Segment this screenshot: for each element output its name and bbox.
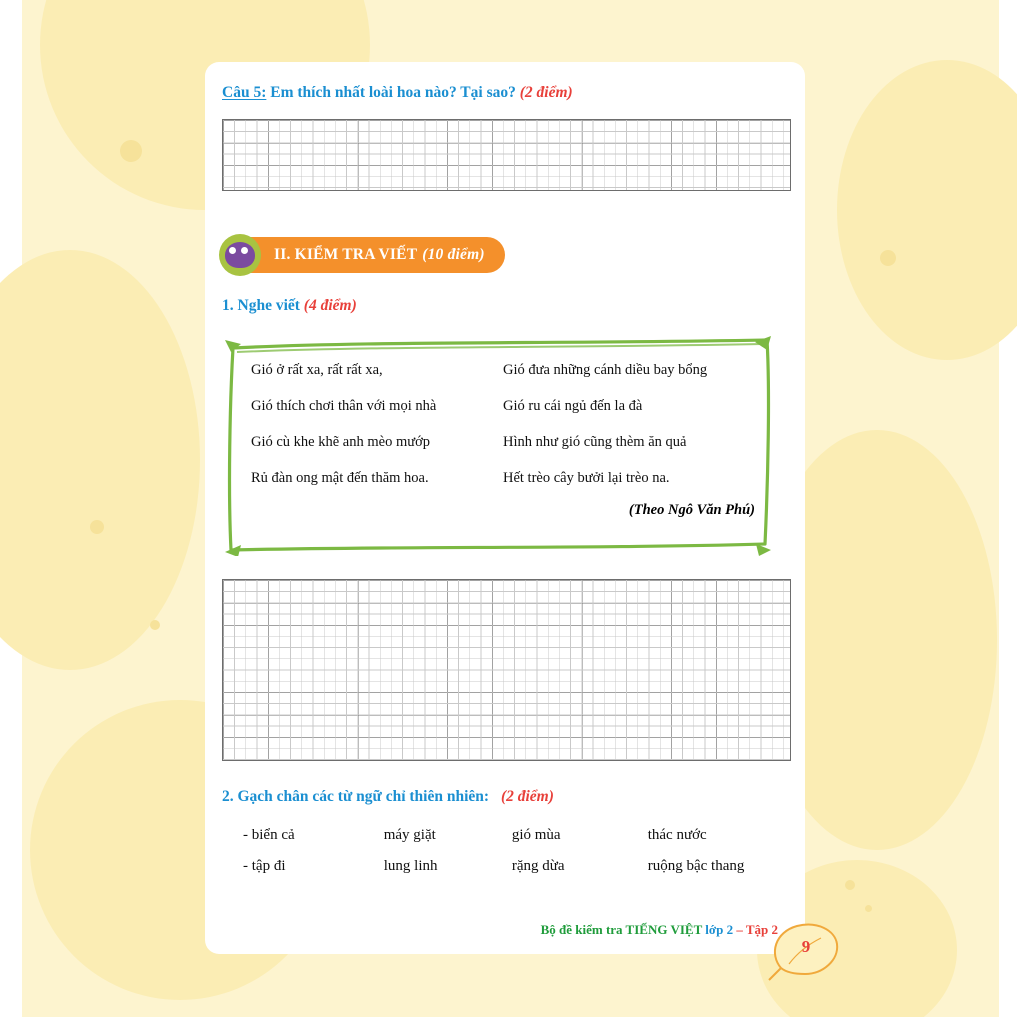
poem-line: Gió ru cái ngủ đến la đà (503, 398, 643, 414)
word-item[interactable]: - tập đi (243, 858, 286, 874)
footer-title (541, 922, 778, 938)
page-footer (205, 914, 805, 954)
poem-line: Gió đưa những cánh diều bay bổng (503, 362, 708, 378)
part-1-heading (222, 297, 357, 315)
background-dot (120, 140, 142, 162)
part-2-score: (2 điểm) (500, 788, 554, 805)
part-1-score: (4 điểm) (303, 297, 357, 314)
question-5-heading (222, 84, 573, 102)
poem-column-right (503, 352, 763, 496)
poem-line: Hết trèo cây bưởi lại trèo na. (503, 470, 670, 486)
poem-line: Hình như gió cũng thèm ăn quả (503, 434, 687, 450)
background-dot (865, 905, 872, 912)
elephant-icon (219, 234, 261, 276)
word-item[interactable]: rặng dừa (511, 858, 565, 874)
background-dot (880, 250, 896, 266)
word-item[interactable]: máy giặt (383, 827, 436, 843)
background-dot (90, 520, 104, 534)
background-blob (0, 250, 200, 670)
poem-frame (219, 330, 779, 556)
word-item[interactable]: gió mùa (511, 827, 561, 843)
poem-line: Rủ đàn ong mật đến thăm hoa. (251, 470, 429, 486)
part-1-title: 1. Nghe viết (222, 297, 300, 314)
poem-author: (Theo Ngô Văn Phú) (628, 502, 755, 518)
part-2-title: 2. Gạch chân các từ ngữ chỉ thiên nhiên: (222, 788, 490, 805)
poem-body (241, 352, 761, 534)
background-dot (845, 880, 855, 890)
footer-title-part3: – Tập 2 (736, 922, 778, 937)
section-2-banner (222, 237, 505, 273)
question-5-prompt: Em thích nhất loài hoa nào? Tại sao? (270, 84, 516, 101)
background-dot (150, 620, 160, 630)
dictation-grid[interactable] (222, 579, 791, 761)
word-item[interactable]: thác nước (647, 827, 707, 843)
footer-title-part2: lớp 2 (705, 922, 734, 937)
part-2-heading (222, 788, 554, 806)
answer-grid-question-5[interactable] (222, 119, 791, 191)
page-number-badge (765, 920, 845, 982)
word-list (243, 820, 803, 882)
section-2-score: (10 điểm) (422, 246, 485, 263)
question-5-score: (2 điểm) (519, 84, 573, 101)
word-item[interactable]: - biển cả (243, 827, 295, 843)
page-number: 9 (801, 937, 811, 956)
background-blob (837, 60, 1017, 360)
poem-line: Gió ở rất xa, rất rất xa, (251, 362, 383, 378)
question-5-label: Câu 5: (222, 84, 267, 101)
word-row (243, 820, 803, 851)
poem-line: Gió thích chơi thân với mọi nhà (251, 398, 437, 414)
word-item[interactable]: ruộng bậc thang (647, 858, 745, 874)
poem-line: Gió cù khe khẽ anh mèo mướp (251, 434, 431, 450)
section-2-title: II. KIỂM TRA VIẾT (274, 246, 418, 263)
footer-title-part1: Bộ đề kiểm tra TIẾNG VIỆT (540, 922, 703, 937)
poem-column-left (251, 352, 501, 496)
content-sheet (205, 62, 805, 954)
word-row (243, 851, 803, 882)
word-item[interactable]: lung linh (383, 858, 438, 874)
